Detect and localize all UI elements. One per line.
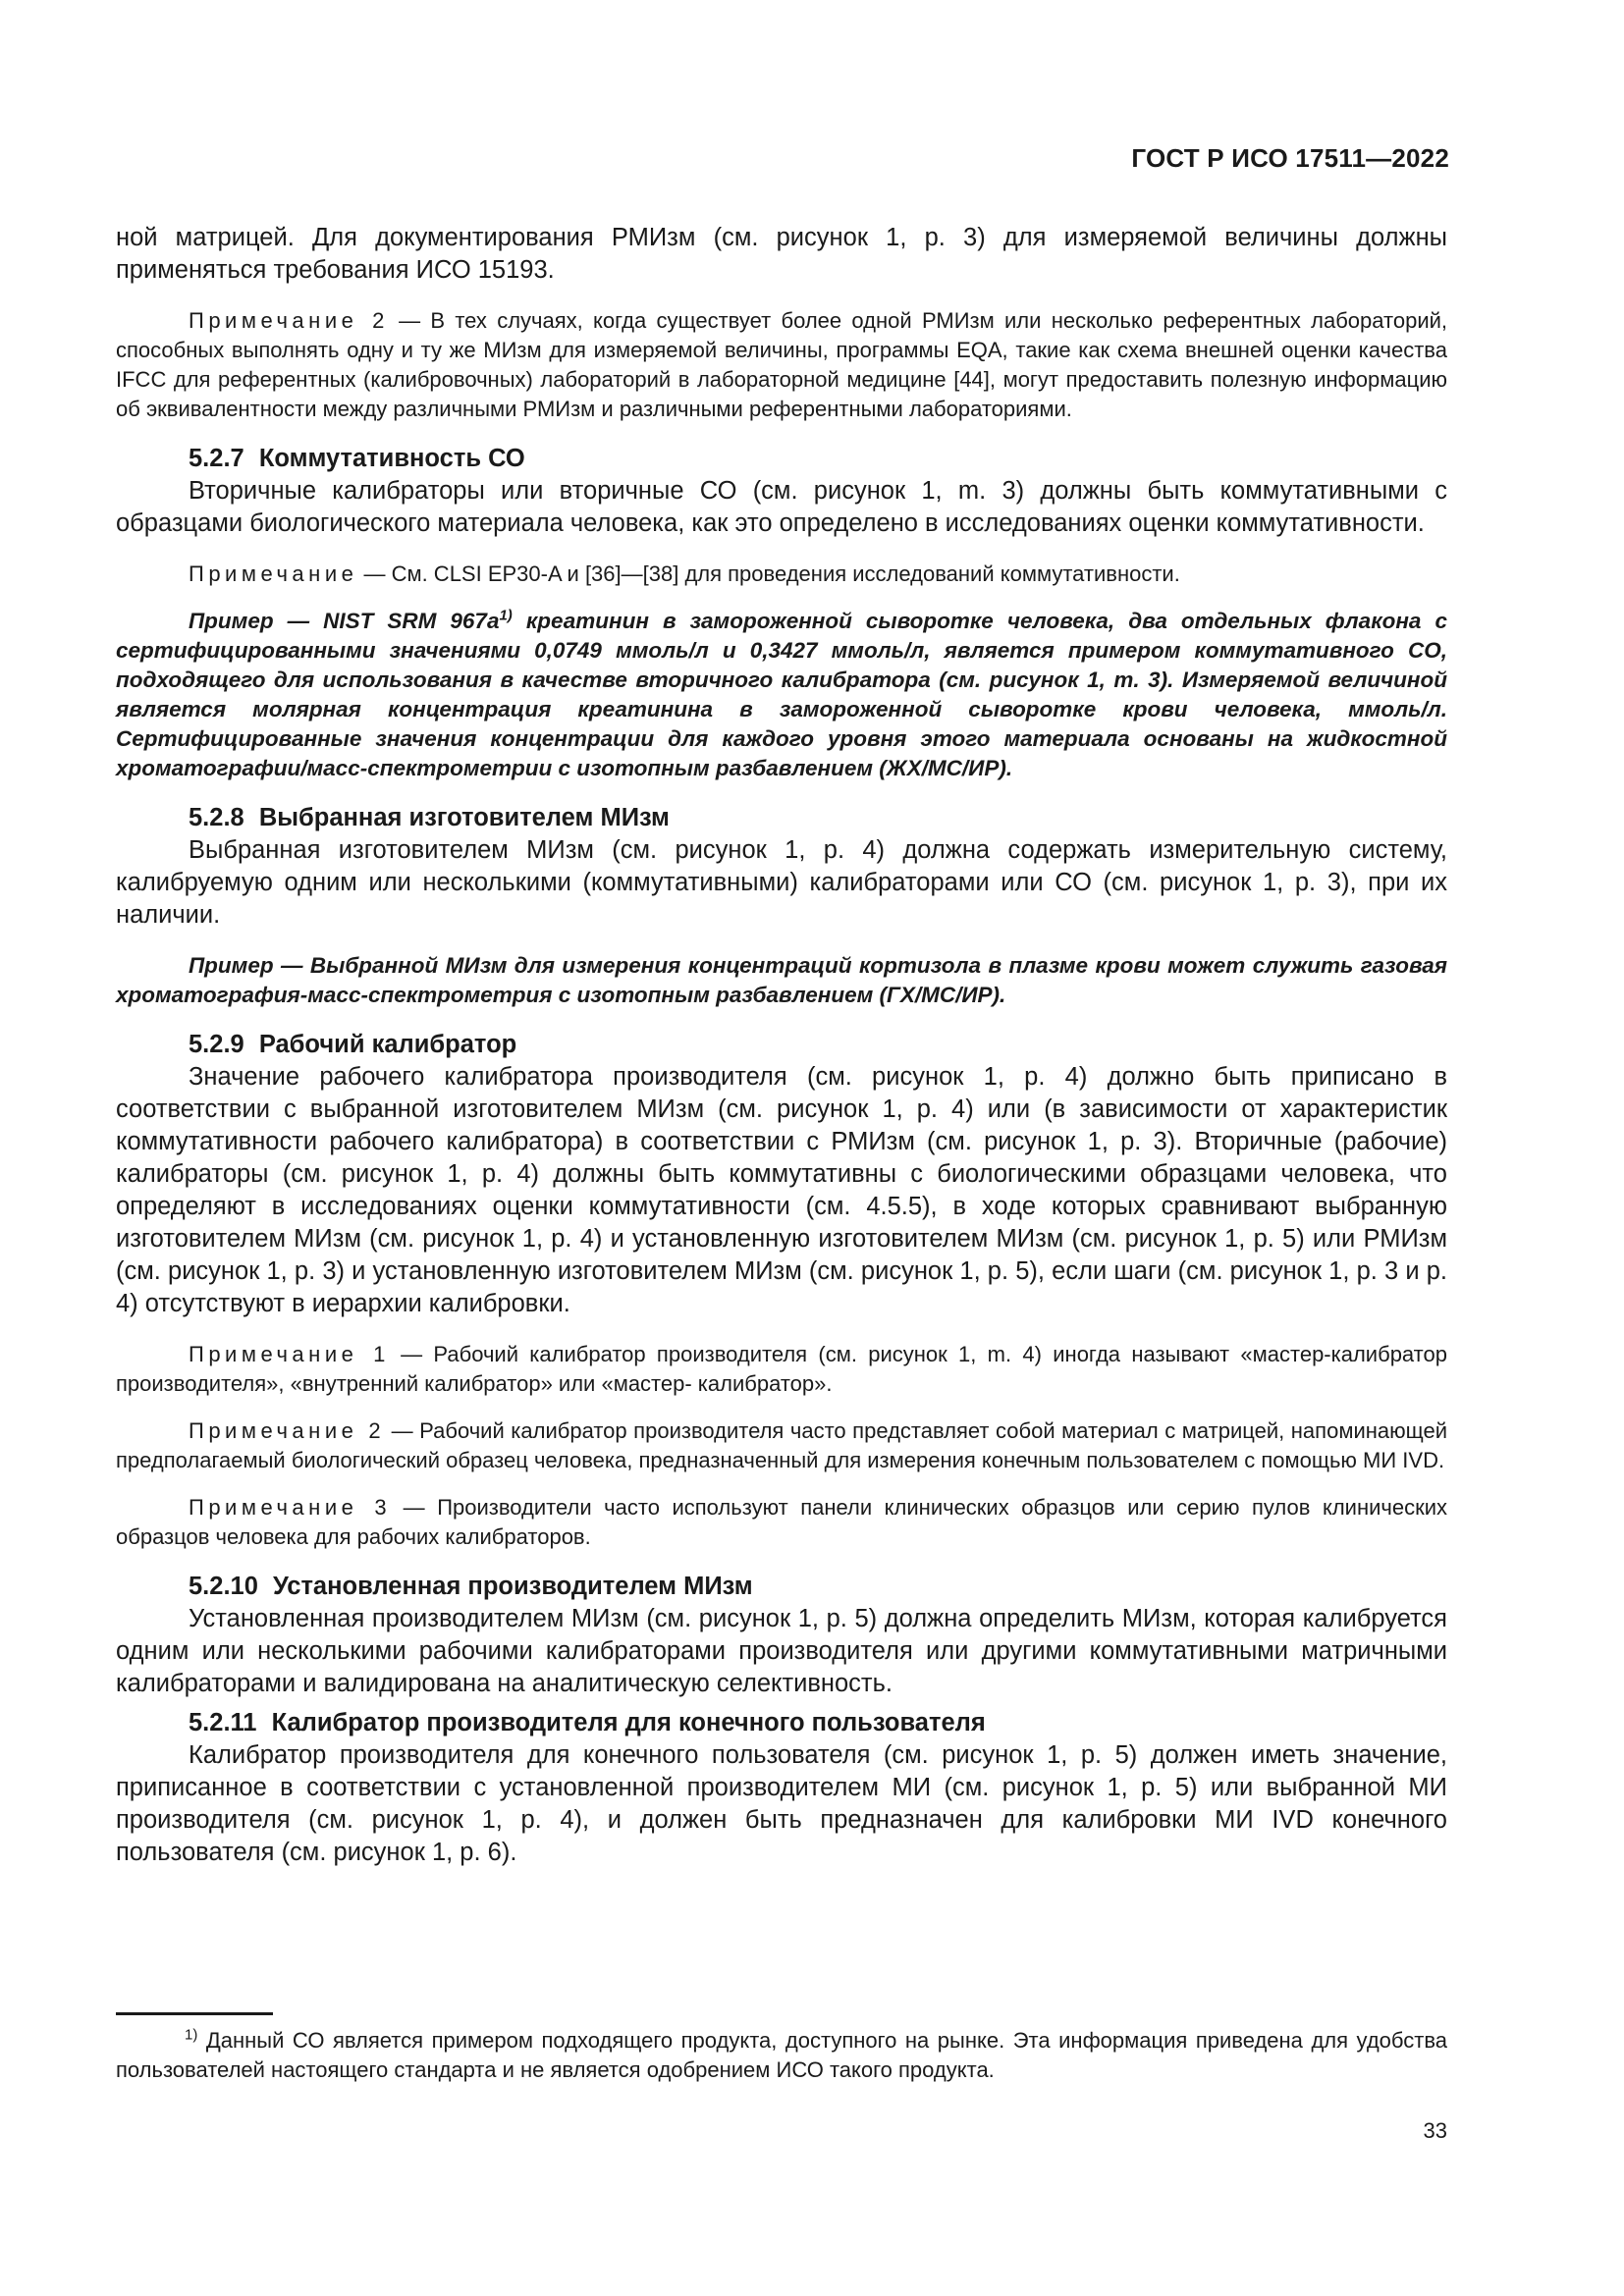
section-title: Установленная производителем МИзм [273,1573,753,1600]
section-title: Коммутативность СО [258,445,525,472]
footnote-separator [116,2012,273,2015]
section-heading-5-2-11 [116,1706,1447,1739]
note-text: — Производители часто используют панели клинических образцов или серию пулов клинических образцов человека для рабочих калибраторов. [116,1495,1448,1549]
page-number: 33 [1423,2118,1447,2143]
footnote-ref: 1) [499,607,513,624]
example-nist-srm [116,607,1447,783]
section-number: 5.2.9 [189,1031,244,1058]
note-label: Примечание [189,561,358,586]
paragraph-5-2-11: Калибратор производителя для конечного пользователя (см. рисунок 1, р. 5) должен иметь значение, приписанное в соответствии с установленной производителем МИ (см. рисунок 1, р. 5) или выбранной МИ производителя (см. рисунок 1, р. 4), и должен быть предназначен для калибровки МИ IVD конечного пользователя (см. рисунок 1, р. 6). [116,1741,1447,1866]
footnote-text: Данный СО является примером подходящего продукта, доступного на рынке. Эта информация приведена для удобства пользователей настоящего стандарта и не является одобрением ИСО такого продукта. [116,2028,1447,2082]
note-3-working-calibrator [116,1493,1447,1552]
note-commutability [116,560,1447,589]
example-cortisol: Пример — Выбранной МИзм для измерения концентраций кортизола в плазме крови может служить газовая хроматография-масс-спектрометрия с изотопным разбавлением (ГХ/МС/ИР). [116,953,1447,1007]
section-number: 5.2.10 [189,1573,258,1600]
note-label: Примечание 3 [189,1495,392,1520]
section-title: Выбранная изготовителем МИзм [258,804,670,831]
section-title: Рабочий калибратор [258,1031,517,1058]
section-number: 5.2.7 [189,445,244,472]
footnote-paragraph [116,2026,1447,2085]
example-text-b: креатинин в замороженной сыворотке человека, два отдельных флакона с сертифицированными значениями 0,0749 ммоль/л и 0,3427 ммоль/л, является примером коммутативного СО, подходящего для использования в качестве вторичного калибратора (см. рисунок 1, m. 3). Измеряемой величиной является молярная концентрация креатинина в замороженной сыворотке крови человека, ммоль/л. Сертифицированные значения концентрации для каждого уровня этого материала основаны на жидкостной хроматографии/масс-спектрометрии с изотопным разбавлением (ЖХ/МС/ИР). [116,609,1447,780]
section-heading-5-2-7 [116,442,1447,475]
paragraph-continuation: ной матрицей. Для документирования РМИзм (см. рисунок 1, р. 3) для измеряемой величины должны применяться требования ИСО 15193. [116,224,1447,284]
document-header: ГОСТ Р ИСО 17511—2022 [1131,143,1449,173]
note-label: Примечание 1 [189,1342,390,1366]
paragraph-5-2-9: Значение рабочего калибратора производителя (см. рисунок 1, р. 4) должно быть приписано в соответствии с выбранной изготовителем МИзм (см. рисунок 1, р. 4) или (в зависимости от характеристик коммутативности рабочего калибратора) в соответствии с РМИзм (см. рисунок 1, р. 3). Вторичные (рабочие) калибраторы (см. рисунок 1, р. 4) должны быть коммутативны с биологическими образцами человека, что определяют в исследованиях оценки коммутативности (см. 4.5.5), в ходе которых сравнивают выбранную изготовителем МИзм (см. рисунок 1, р. 4) и установленную изготовителем МИзм (см. рисунок 1, р. 5) или РМИзм (см. рисунок 1, р. 3) и установленную изготовителем МИзм (см. рисунок 1, р. 5), если шаги (см. рисунок 1, р. 3 и р. 4) отсутствуют в иерархии калибровки. [116,1063,1447,1317]
section-heading-5-2-8 [116,801,1447,834]
note-text: — См. CLSI EP30-A и [36]—[38] для проведения исследований коммутативности. [357,561,1180,586]
paragraph-5-2-7: Вторичные калибраторы или вторичные СО (см. рисунок 1, m. 3) должны быть коммутативными с образцами биологического материала человека, как это определено в исследованиях оценки коммутативности. [116,477,1447,537]
note-text: — Рабочий калибратор производителя часто представляет собой материал с матрицей, напоминающей предполагаемый биологический образец человека, предназначенный для измерения конечным пользователем с помощью МИ IVD. [116,1418,1447,1472]
page-content [116,222,1447,1889]
section-heading-5-2-10 [116,1570,1447,1603]
note-1-working-calibrator [116,1340,1447,1399]
footnote [116,2026,1447,2085]
footnote-marker: 1) [185,2026,198,2044]
paragraph-5-2-10: Установленная производителем МИзм (см. рисунок 1, р. 5) должна определить МИзм, которая калибруется одним или несколькими рабочими калибраторами производителя или другими коммутативными матричными калибраторами и валидирована на аналитическую селективность. [116,1605,1447,1697]
note-label: Примечание 2 [189,308,389,333]
section-number: 5.2.8 [189,804,244,831]
section-heading-5-2-9 [116,1028,1447,1061]
paragraph-5-2-8: Выбранная изготовителем МИзм (см. рисунок 1, р. 4) должна содержать измерительную систему, калибруемую одним или несколькими (коммутативными) калибраторами или СО (см. рисунок 1, р. 3), при их наличии. [116,836,1447,929]
note-2-working-calibrator [116,1416,1447,1475]
section-title: Калибратор производителя для конечного пользователя [271,1709,986,1736]
note-text: — В тех случаях, когда существует более одной РМИзм или несколько референтных лабораторий, способных выполнять одну и ту же МИзм для измеряемой величины, программы EQA, такие как схема внешней оценки качества IFCC для референтных (калибровочных) лабораторий в лабораторной медицине [44], могут предоставить полезную информацию об эквивалентности между различными РМИзм и различными референтными лабораториями. [116,308,1448,421]
note-text: — Рабочий калибратор производителя (см. рисунок 1, m. 4) иногда называют «мастер-калибратор производителя», «внутренний калибратор» или «мастер- калибратор». [116,1342,1447,1396]
note-2-reference-labs [116,306,1447,424]
section-number: 5.2.11 [189,1709,257,1736]
example-text-a: Пример — NIST SRM 967a [189,609,500,633]
note-label: Примечание 2 [189,1418,386,1443]
